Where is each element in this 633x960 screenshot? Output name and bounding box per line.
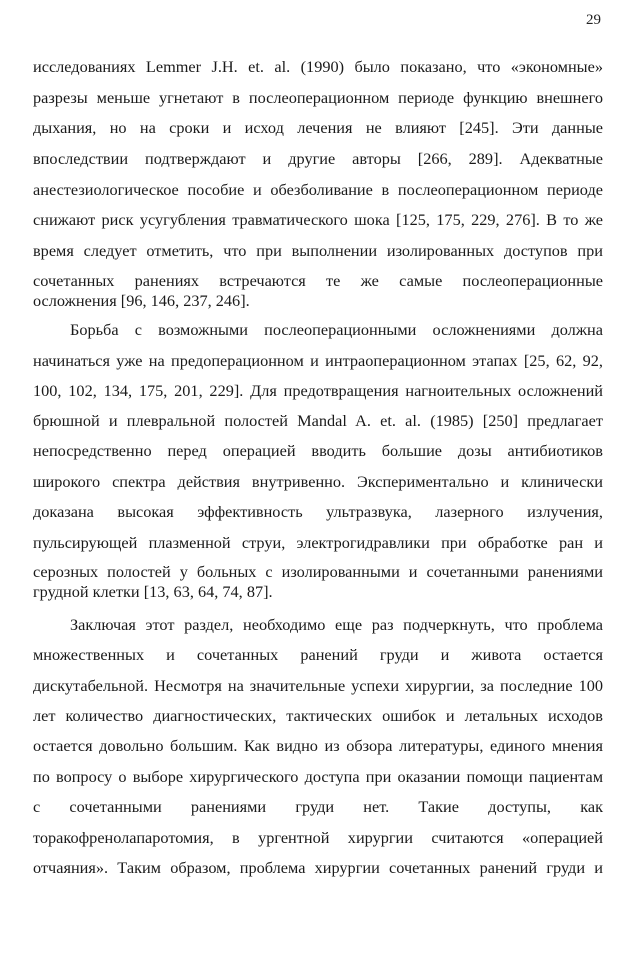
text-line: анестезиологическое пособие и обезболивание в послеоперационном периоде xyxy=(33,180,603,199)
text-line: Заключая этот раздел, необходимо еще раз подчеркнуть, что проблема xyxy=(70,615,603,634)
text-line: непосредственно перед операцией вводить большие дозы антибиотиков xyxy=(33,441,603,460)
text-line: начинаться уже на предоперационном и интраоперационном этапах [25, 62, 92, xyxy=(33,351,603,370)
text-line: множественных и сочетанных ранений груди и живота остается xyxy=(33,645,603,664)
text-line: остается довольно большим. Как видно из обзора литературы, единого мнения xyxy=(33,736,603,755)
text-line: Борьба с возможными послеоперационными осложнениями должна xyxy=(70,320,603,339)
text-line: с сочетанными ранениями груди нет. Такие доступы, как xyxy=(33,797,603,816)
text-line: торакофренолапаротомия, в ургентной хирургии считаются «операцией xyxy=(33,828,603,847)
text-line: брюшной и плевральной полостей Mandal A. et. al. (1985) [250] предлагает xyxy=(33,411,603,430)
text-line: широкого спектра действия внутривенно. Экспериментально и клинически xyxy=(33,472,603,491)
text-line: впоследствии подтверждают и другие авторы [266, 289]. Адекватные xyxy=(33,149,603,168)
text-line: дыхания, но на сроки и исход лечения не влияют [245]. Эти данные xyxy=(33,118,603,137)
text-line: пульсирующей плазменной струи, электрогидравлики при обработке ран и xyxy=(33,533,603,552)
text-line: доказана высокая эффективность ультразвука, лазерного излучения, xyxy=(33,502,603,521)
text-line: грудной клетки [13, 63, 64, 74, 87]. xyxy=(33,582,273,601)
text-line: снижают риск усугубления травматического шока [125, 175, 229, 276]. В то же xyxy=(33,210,603,229)
text-line: отчаяния». Таким образом, проблема хирургии сочетанных ранений груди и xyxy=(33,858,603,877)
text-line: дискутабельной. Несмотря на значительные успехи хирургии, за последние 100 xyxy=(33,676,603,695)
text-line: 100, 102, 134, 175, 201, 229]. Для предотвращения нагноительных осложнений xyxy=(33,381,603,400)
text-line: по вопросу о выборе хирургического доступа при оказании помощи пациентам xyxy=(33,767,603,786)
text-line: лет количество диагностических, тактических ошибок и летальных исходов xyxy=(33,706,603,725)
text-line: время следует отметить, что при выполнении изолированных доступов при xyxy=(33,241,603,260)
text-line: разрезы меньше угнетают в послеоперационном периоде функцию внешнего xyxy=(33,88,603,107)
text-line: сочетанных ранениях встречаются те же самые послеоперационные xyxy=(33,271,603,290)
page-number: 29 xyxy=(586,12,601,28)
text-line: осложнения [96, 146, 237, 246]. xyxy=(33,291,250,310)
text-line: серозных полостей у больных с изолированными и сочетанными ранениями xyxy=(33,562,603,581)
text-line: исследованиях Lemmer J.H. et. al. (1990) было показано, что «экономные» xyxy=(33,57,603,76)
